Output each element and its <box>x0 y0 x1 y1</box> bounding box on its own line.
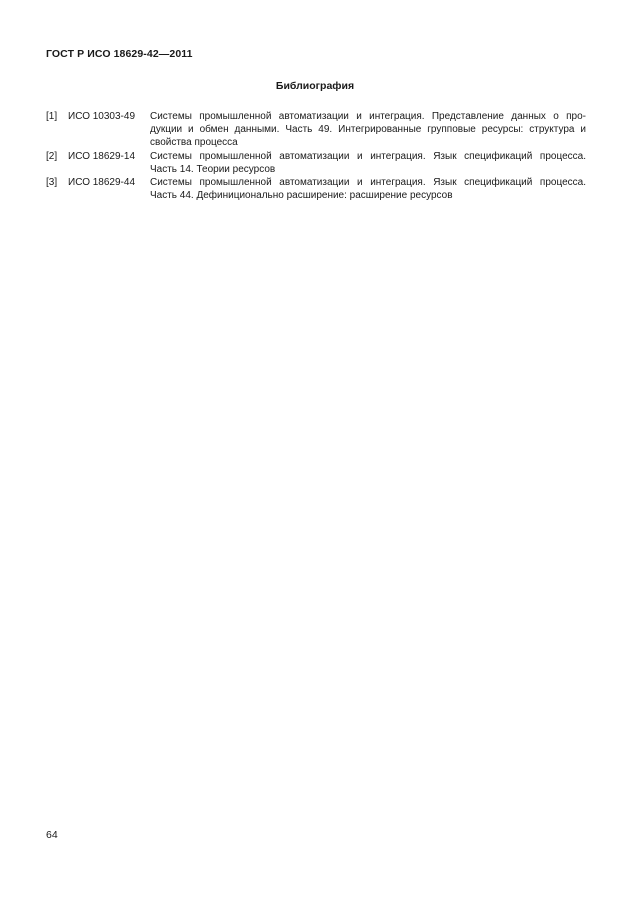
entry-number: [1] <box>46 111 58 122</box>
bibliography-list <box>46 110 586 202</box>
page-number: 64 <box>46 829 58 841</box>
entry-title-line: дукции и обмен данными. Часть 49. Интегрированные групповые ресурсы: структура и <box>150 124 586 136</box>
entry-title <box>150 176 586 202</box>
entry-number: [2] <box>46 150 58 162</box>
entry-standard-code: ИСО 10303-49 <box>68 111 136 122</box>
entry-number: [3] <box>46 177 58 189</box>
section-title: Библиография <box>275 80 355 92</box>
entry-standard-code: ИСО 18629-14 <box>68 150 136 162</box>
entry-title-line: Системы промышленной автоматизации и интеграция. Представление данных о про- <box>150 111 586 122</box>
entry-title-line: Часть 44. Дефиниционально расширение: расширение ресурсов <box>150 190 453 202</box>
bibliography-entry <box>46 110 586 150</box>
entry-title-line: Часть 14. Теории ресурсов <box>150 163 276 175</box>
bibliography-entry <box>46 176 586 202</box>
entry-title <box>150 150 586 176</box>
entry-title-line: Системы промышленной автоматизации и интеграция. Язык спецификаций процесса. <box>150 177 586 189</box>
entry-title <box>150 110 586 150</box>
entry-title-line: Системы промышленной автоматизации и интеграция. Язык спецификаций процесса. <box>150 150 586 162</box>
bibliography-entry <box>46 150 586 176</box>
entry-title-line: свойства процесса <box>150 137 238 149</box>
entry-standard-code: ИСО 18629-44 <box>68 177 136 189</box>
document-header-id: ГОСТ Р ИСО 18629-42—2011 <box>46 48 193 60</box>
